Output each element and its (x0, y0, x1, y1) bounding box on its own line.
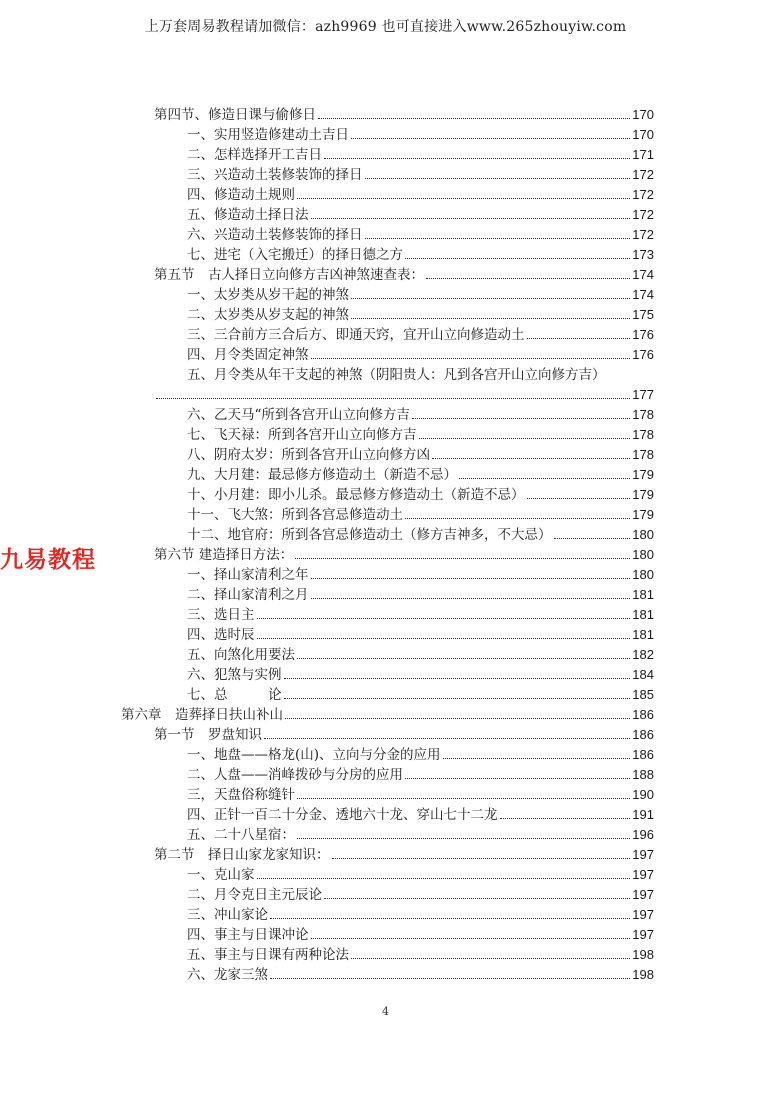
toc-row[interactable] (187, 283, 654, 303)
toc-page: 186 (632, 747, 654, 762)
toc-page: 179 (632, 487, 654, 502)
toc-row[interactable] (187, 943, 654, 963)
page-header: 上万套周易教程请加微信：azh9969 也可直接进入www.265zhouyiw.com (144, 19, 627, 35)
toc-label: 六、龙家三煞 (187, 967, 268, 983)
toc-page: 185 (632, 687, 654, 702)
dot-leader (285, 717, 630, 719)
toc-row[interactable] (187, 363, 671, 383)
toc-label: 二、人盘——消峰拨砂与分房的应用 (187, 767, 403, 783)
dot-leader (270, 977, 630, 979)
toc-page: 197 (632, 847, 654, 862)
dot-leader (527, 497, 631, 499)
dot-leader (405, 777, 630, 779)
toc-label: 二、月令克日主元辰论 (187, 887, 322, 903)
toc-page: 191 (632, 807, 654, 822)
toc-row[interactable] (187, 223, 654, 243)
toc-page: 186 (632, 707, 654, 722)
toc-label: 一、实用竖造修建动土吉日 (187, 127, 349, 143)
toc-row[interactable] (187, 963, 654, 983)
toc-label: 五、修造动土择日法 (187, 207, 309, 223)
toc-page: 175 (632, 307, 654, 322)
dot-leader (412, 417, 630, 419)
toc-page: 174 (632, 267, 654, 282)
toc-row[interactable] (187, 923, 654, 943)
toc-label: 第五节 古人择日立向修方吉凶神煞速查表： (154, 267, 424, 283)
dot-leader (311, 597, 631, 599)
toc-row-continuation[interactable] (154, 383, 654, 403)
toc-page: 197 (632, 927, 654, 942)
toc-label: 一、地盘——格龙(山)、立向与分金的应用 (187, 747, 441, 763)
toc-page: 181 (632, 607, 654, 622)
toc-page: 188 (632, 767, 654, 782)
toc-page: 174 (632, 287, 654, 302)
dot-leader (426, 277, 630, 279)
toc-page: 177 (632, 387, 654, 402)
toc-row[interactable] (187, 823, 654, 843)
toc-label: 二、太岁类从岁支起的神煞 (187, 307, 349, 323)
toc-row[interactable] (187, 123, 654, 143)
dot-leader (365, 237, 631, 239)
toc-label: 三、兴造动土装修装饰的择日 (187, 167, 363, 183)
dot-leader (311, 937, 631, 939)
toc-row[interactable] (187, 403, 654, 423)
toc-page: 172 (632, 227, 654, 242)
toc-row[interactable] (187, 503, 654, 523)
toc-label: 一、太岁类从岁干起的神煞 (187, 287, 349, 303)
toc-label: 五、事主与日课有两种论法 (187, 947, 349, 963)
toc-label: 四、修造动土规则 (187, 187, 295, 203)
toc-label: 十、小月建：即小儿杀。最忌修方修造动土（新造不忌） (187, 487, 525, 503)
dot-leader (295, 557, 630, 559)
toc-label: 七、总 论 (187, 687, 282, 703)
toc-label: 七、飞天禄：所到各宫开山立向修方吉 (187, 427, 417, 443)
toc-label: 第一节 罗盘知识 (154, 727, 262, 743)
dot-leader (459, 477, 630, 479)
toc-row[interactable] (187, 523, 654, 543)
dot-leader (554, 537, 631, 539)
toc-row[interactable] (187, 743, 654, 763)
toc-row[interactable] (187, 443, 654, 463)
toc-label: 六、乙天马“所到各宫开山立向修方吉 (187, 407, 410, 423)
toc-page: 181 (632, 587, 654, 602)
toc-page: 197 (632, 907, 654, 922)
toc-row[interactable] (187, 343, 654, 363)
toc-label: 十二、地官府：所到各宫忌修造动土（修方吉神多，不大忌） (187, 527, 552, 543)
toc-label: 三、选日主 (187, 607, 255, 623)
dot-leader (324, 897, 630, 899)
toc-page: 182 (632, 647, 654, 662)
toc-row[interactable] (187, 763, 654, 783)
toc-page: 198 (632, 947, 654, 962)
toc-row[interactable] (187, 683, 654, 703)
dot-leader (351, 297, 630, 299)
toc-page: 197 (632, 867, 654, 882)
toc-row[interactable] (187, 203, 654, 223)
toc-row[interactable] (187, 183, 654, 203)
dot-leader (311, 217, 631, 219)
toc-label: 二、择山家清利之月 (187, 587, 309, 603)
toc-label: 第六节 建造择日方法： (154, 547, 294, 563)
dot-leader (257, 877, 631, 879)
dot-leader (311, 357, 631, 359)
toc-page: 173 (632, 247, 654, 262)
dot-leader (311, 577, 631, 579)
toc-page: 178 (632, 407, 654, 422)
dot-leader (284, 677, 631, 679)
toc-row[interactable] (187, 623, 654, 643)
page-number: 4 (382, 1005, 389, 1018)
toc-row[interactable] (187, 783, 654, 803)
toc-row[interactable] (187, 803, 654, 823)
dot-leader (527, 337, 631, 339)
dot-leader (264, 737, 630, 739)
toc-row[interactable] (187, 243, 654, 263)
toc-page: 184 (632, 667, 654, 682)
toc-page: 180 (632, 547, 654, 562)
toc-label: 八、阴府太岁：所到各宫开山立向修方凶 (187, 447, 430, 463)
toc-row[interactable] (187, 163, 654, 183)
toc-page: 171 (632, 147, 654, 162)
toc-row[interactable] (154, 103, 654, 123)
toc-label: 三，天盘俗称缝针 (187, 787, 295, 803)
toc-label: 九、大月建：最忌修方修造动土（新造不忌） (187, 467, 457, 483)
toc-page: 170 (632, 107, 654, 122)
toc-row[interactable] (154, 843, 654, 863)
watermark-logo: 九易教程 (0, 547, 96, 573)
toc-row[interactable] (187, 303, 654, 323)
dot-leader (270, 917, 630, 919)
toc-page: 178 (632, 447, 654, 462)
toc-label: 三、冲山家论 (187, 907, 268, 923)
toc-page: 176 (632, 327, 654, 342)
toc-page: 186 (632, 727, 654, 742)
toc-label: 第二节 择日山家龙家知识： (154, 847, 330, 863)
dot-leader (332, 857, 631, 859)
dot-leader (365, 177, 631, 179)
dot-leader (324, 157, 630, 159)
dot-leader (297, 797, 630, 799)
toc-row[interactable] (187, 423, 654, 443)
toc-page: 179 (632, 507, 654, 522)
dot-leader (318, 117, 630, 119)
toc-row[interactable] (187, 483, 654, 503)
dot-leader (351, 137, 630, 139)
toc-label: 十一、飞大煞：所到各宫忌修造动土 (187, 507, 403, 523)
dot-leader (432, 457, 630, 459)
toc-page: 181 (632, 627, 654, 642)
dot-leader (351, 957, 630, 959)
dot-leader (405, 517, 630, 519)
toc-page: 198 (632, 967, 654, 982)
toc-label: 五、月令类从年干支起的神煞（阴阳贵人：凡到各宫开山立向修方吉） (187, 367, 606, 383)
dot-leader (156, 397, 630, 399)
toc-row[interactable] (187, 563, 654, 583)
dot-leader (297, 657, 630, 659)
toc-row[interactable] (154, 263, 654, 283)
toc-label: 第四节、修造日课与偷修日 (154, 107, 316, 123)
toc-page: 180 (632, 527, 654, 542)
toc-page: 178 (632, 427, 654, 442)
toc-label: 五、向煞化用要法 (187, 647, 295, 663)
dot-leader (351, 317, 630, 319)
toc-page: 172 (632, 207, 654, 222)
toc-label: 四、正针一百二十分金、透地六十龙、穿山七十二龙 (187, 807, 498, 823)
toc-page: 172 (632, 167, 654, 182)
toc-label: 六、兴造动土装修装饰的择日 (187, 227, 363, 243)
toc-row[interactable] (187, 583, 654, 603)
toc-label: 四、选时辰 (187, 627, 255, 643)
dot-leader (284, 697, 631, 699)
toc-row[interactable] (187, 603, 654, 623)
toc-row[interactable] (187, 323, 654, 343)
dot-leader (257, 617, 631, 619)
toc-page: 190 (632, 787, 654, 802)
toc-label: 四、事主与日课冲论 (187, 927, 309, 943)
dot-leader (443, 757, 631, 759)
toc-label: 第六章 造葬择日扶山补山 (121, 707, 283, 723)
toc-label: 五、二十八星宿： (187, 827, 295, 843)
toc-row[interactable] (154, 723, 654, 743)
dot-leader (419, 437, 631, 439)
toc-page: 170 (632, 127, 654, 142)
toc-page: 176 (632, 347, 654, 362)
toc-label: 一、克山家 (187, 867, 255, 883)
dot-leader (257, 637, 631, 639)
toc-row[interactable] (187, 863, 654, 883)
dot-leader (500, 817, 631, 819)
toc-row[interactable] (121, 703, 654, 723)
toc-row[interactable] (187, 663, 654, 683)
toc-page: 179 (632, 467, 654, 482)
toc-page: 180 (632, 567, 654, 582)
toc-row[interactable] (154, 543, 654, 563)
toc-label: 二、怎样选择开工吉日 (187, 147, 322, 163)
toc-label: 七、进宅（入宅搬迁）的择日德之方 (187, 247, 403, 263)
dot-leader (297, 837, 630, 839)
toc-label: 四、月令类固定神煞 (187, 347, 309, 363)
toc-label: 一、择山家清利之年 (187, 567, 309, 583)
toc-page: 197 (632, 887, 654, 902)
toc-row[interactable] (187, 463, 654, 483)
toc-label: 三、三合前方三合后方、即通天窍，宜开山立向修造动土 (187, 327, 525, 343)
toc-row[interactable] (187, 143, 654, 163)
toc-page: 196 (632, 827, 654, 842)
toc-label: 六、犯煞与实例 (187, 667, 282, 683)
dot-leader (297, 197, 630, 199)
toc-row[interactable] (187, 903, 654, 923)
toc-page: 172 (632, 187, 654, 202)
toc-row[interactable] (187, 643, 654, 663)
dot-leader (405, 257, 630, 259)
toc-row[interactable] (187, 883, 654, 903)
